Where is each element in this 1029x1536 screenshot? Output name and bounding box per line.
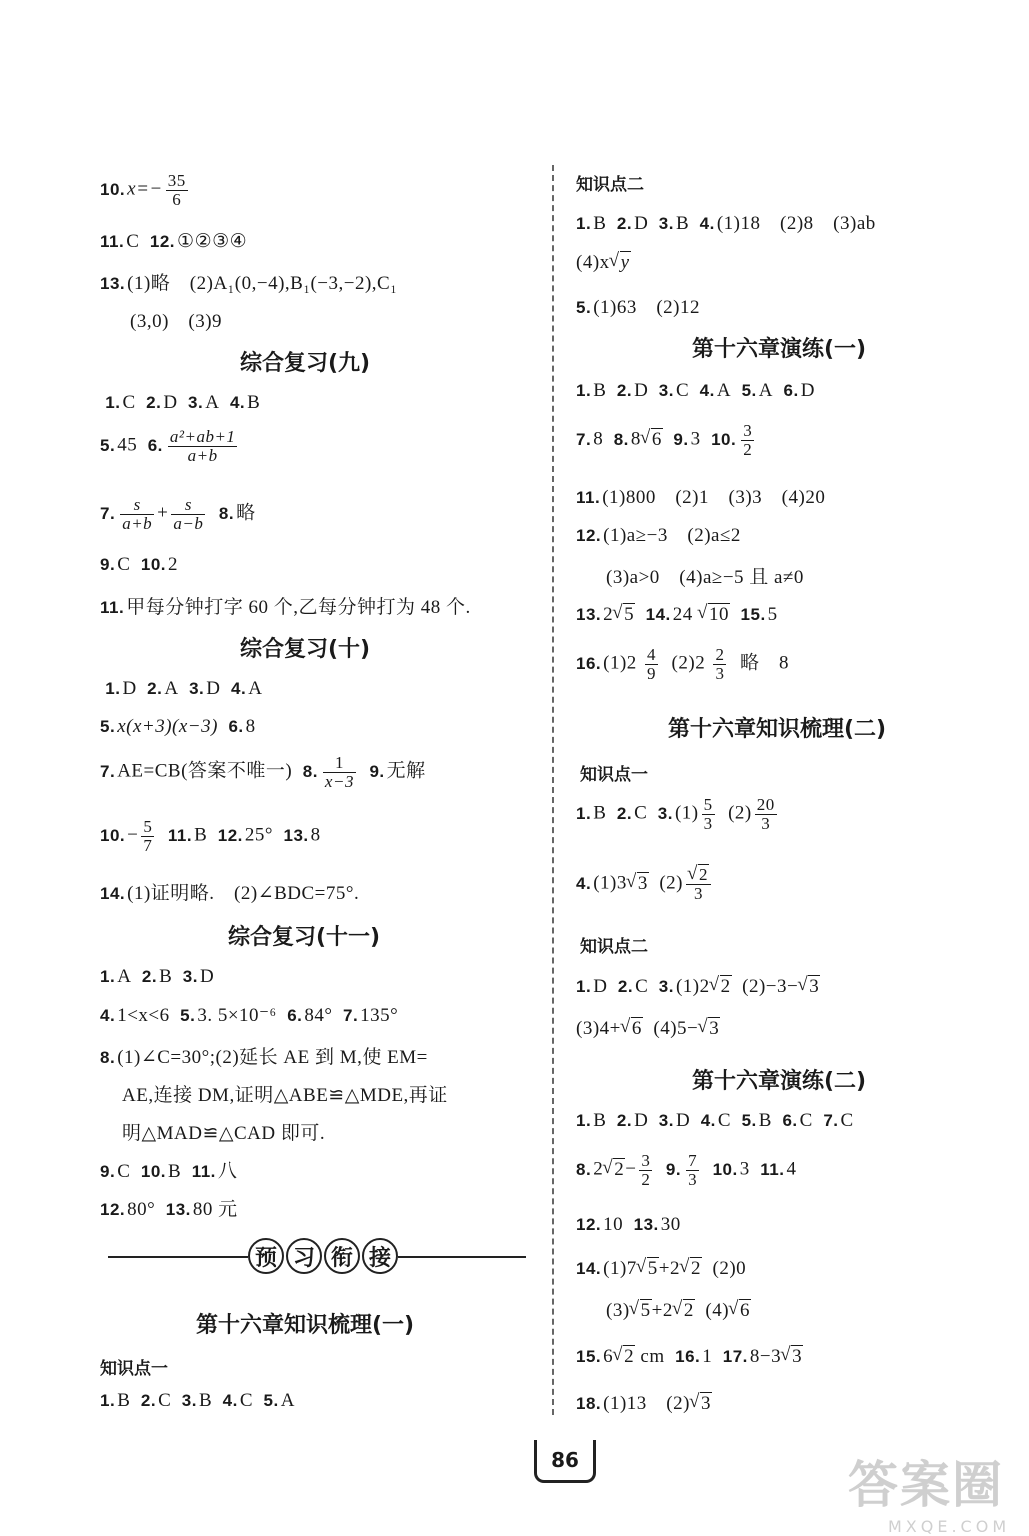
answer-row: 1. D 2. C 3. (1)2√ 2 (2)−3−√ 3 — [576, 976, 820, 998]
answer-row: 11. 甲每分钟打字 60 个,乙每分钟打为 48 个. — [100, 597, 471, 618]
answer-row: 1. B 2. C 3. (1) $\frac{5}{3}$ (2) $\frac{20}{3}$ — [576, 795, 775, 833]
answer-row: 15. 6√ 2 cm 16. 1 17. 8−3√ 3 — [576, 1346, 803, 1368]
section-heading: 第十六章知识梳理(一) — [196, 1313, 415, 1338]
banner-rule-right — [398, 1256, 526, 1258]
answer-10: 10. x=− $\frac{35}{6}$ — [100, 171, 186, 209]
answer-row: 14. (1)证明略. (2)∠BDC=75°. — [100, 883, 360, 904]
answer-row: 12. 80° 13. 80 元 — [100, 1199, 238, 1220]
banner-char: 习 — [286, 1238, 322, 1274]
answer-row-cont: 明△MAD≌△CAD 即可. — [122, 1123, 326, 1144]
answer-row: (4)x√ y — [576, 252, 631, 274]
answer-11-12: 11. C 12. ①②③④ — [100, 231, 248, 252]
section-heading: 第十六章演练(二) — [692, 1069, 867, 1094]
banner-char: 接 — [362, 1238, 398, 1274]
answer-row: 1. A 2. B 3. D — [100, 966, 215, 987]
answer-row: 1. D 2. A 3. D 4. A — [105, 678, 263, 699]
answer-row: 4. 1<x<6 5. 3. 5×10⁻⁶ 6. 84° 7. 135° — [100, 1005, 399, 1026]
answer-row-cont: (3)a>0 (4)a≥−5 且 a≠0 — [606, 567, 804, 588]
banner-char: 预 — [248, 1238, 284, 1274]
answer-row: 18. (1)13 (2)√ 3 — [576, 1388, 712, 1415]
preview-banner — [248, 1238, 398, 1274]
column-divider — [552, 165, 554, 1415]
answer-row: 14. (1)7√ 5+2√ 2 (2)0 — [576, 1258, 746, 1280]
knowledge-point-heading: 知识点二 — [576, 175, 644, 195]
section-heading: 综合复习(十) — [240, 637, 371, 662]
knowledge-point-heading: 知识点二 — [580, 937, 648, 957]
answer-row: 16. (1)2 $\frac{4}{9}$ (2)2 $\frac{2}{3}$ 略 8 — [576, 645, 789, 683]
answer-row: 9. C 10. 2 — [100, 554, 179, 575]
answer-row: 4. (1)3√ 3 (2) √ $\frac{2}{3}$ — [576, 866, 714, 903]
banner-rule-left — [108, 1256, 248, 1258]
answer-13-cont: (3,0) (3)9 — [130, 311, 223, 332]
section-heading: 综合复习(九) — [240, 351, 371, 376]
answer-row: 7. $\frac{s}{a+b}$ + $\frac{s}{a-b}$ 8. 略 — [100, 495, 256, 533]
answer-row: 8. 2√ 2− $\frac{3}{2}$ 9. $\frac{7}{3}$ 10. 3 11. 4 — [576, 1152, 796, 1189]
banner-char: 衔 — [324, 1238, 360, 1274]
answer-row: 12. (1)a≥−3 (2)a≤2 — [576, 525, 741, 546]
answer-row: 10. − $\frac{5}{7}$ 11. B 12. 25° 13. 8 — [100, 817, 321, 855]
watermark-logo: 答案圈 MXQE.COM — [848, 1456, 1011, 1536]
section-heading: 综合复习(十一) — [228, 925, 381, 950]
answer-row: 5. 45 6. $\frac{\text{a²+ab+1}}{a+b}$ — [100, 427, 236, 465]
answer-row: 1. B 2. D 3. B 4. (1)18 (2)8 (3)ab — [576, 213, 876, 234]
answer-row: 9. C 10. B 11. 八 — [100, 1161, 238, 1182]
page-number: 86 — [534, 1440, 596, 1483]
answer-row-cont: AE,连接 DM,证明△ABE≌△MDE,再证 — [122, 1085, 448, 1106]
answer-row: 1. B 2. D 3. D 4. C 5. B 6. C 7. C — [576, 1110, 854, 1131]
knowledge-point-heading: 知识点一 — [580, 765, 648, 785]
answer-13: 13. (1)略 (2)A₁(0,−4),B₁(−3,−2),C₁ — [100, 273, 398, 294]
answer-row: 1. B 2. D 3. C 4. A 5. A 6. D — [576, 380, 815, 401]
answer-row: 1. B 2. C 3. B 4. C 5. A — [100, 1390, 295, 1411]
answer-row: 11. (1)800 (2)1 (3)3 (4)20 — [576, 487, 826, 508]
answer-row: 7. 8 8. 8√ 6 9. 3 10. $\frac{3}{2}$ — [576, 422, 757, 459]
knowledge-point-heading: 知识点一 — [100, 1359, 168, 1379]
answer-row-cont: (3)√ 5+2√ 2 (4)√ 6 — [606, 1300, 751, 1322]
answer-row: (3)4+√ 6 (4)5−√ 3 — [576, 1018, 720, 1040]
answer-row: 13. 2√ 5 14. 24 √ 10 15. 5 — [576, 604, 778, 626]
answer-row: 5. x(x+3)(x−3) 6. 8 — [100, 716, 256, 737]
section-heading: 第十六章知识梳理(二) — [668, 717, 887, 742]
answer-row: 12. 10 13. 30 — [576, 1214, 681, 1235]
answer-row: 7. AE=CB(答案不唯一) 8. $\frac{1}{x-3}$ 9. 无解 — [100, 753, 426, 791]
answer-row: 8. (1)∠C=30°;(2)延长 AE 到 M,使 EM= — [100, 1047, 428, 1068]
answer-row: 1. C 2. D 3. A 4. B — [105, 392, 261, 413]
section-heading: 第十六章演练(一) — [692, 337, 867, 362]
answer-row: 5. (1)63 (2)12 — [576, 297, 700, 318]
